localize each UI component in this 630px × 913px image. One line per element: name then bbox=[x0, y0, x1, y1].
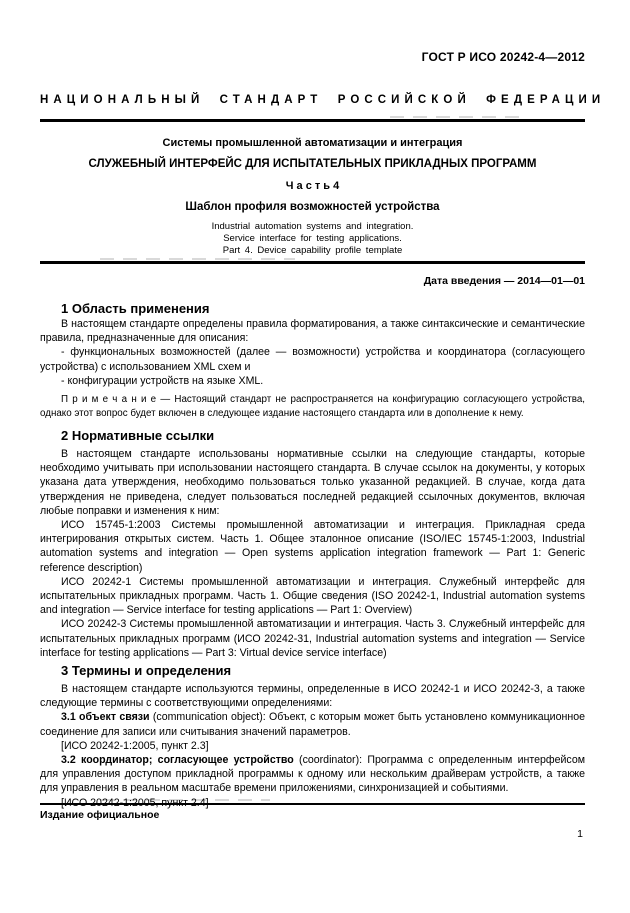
official-edition-label: Издание официальное bbox=[40, 809, 160, 821]
normative-reference: ИСО 20242-1 Системы промышленной автоматизации и интеграция. Служебный интерфейс для испытательных прикладных программ. Часть 1. Общие сведения (ISO 20242-1, Industrial automation systems and integration — Service interface for testing applications — Part 1: Overview) bbox=[40, 575, 585, 617]
page-number: 1 bbox=[577, 828, 583, 840]
standard-code: ГОСТ Р ИСО 20242-4—2012 bbox=[421, 50, 585, 64]
title-english-line: Part 4. Device capability profile template bbox=[222, 245, 403, 256]
section-1-list-item: - конфигурации устройств на языке XML. bbox=[61, 374, 264, 387]
term-definition bbox=[40, 753, 585, 796]
term-definition bbox=[40, 710, 585, 738]
term-source: [ИСО 20242-1:2005, пункт 2.3] bbox=[61, 739, 209, 752]
title-english-line: Service interface for testing applications. bbox=[223, 233, 402, 244]
federation-standard-banner: НАЦИОНАЛЬНЫЙ СТАНДАРТ РОССИЙСКОЙ ФЕДЕРАЦИИ bbox=[40, 94, 606, 106]
title-english bbox=[40, 221, 585, 257]
section-1-list-item: - функциональных возможностей (далее — возможности) устройства и координатора (согласующего устройства) с использованием XML схем и bbox=[40, 346, 585, 373]
term-name: объект связи bbox=[79, 711, 150, 724]
term-text: (coordinator): Программа с определенным интерфейсом для управления доступом прикладной программы к одному или нескольким драйверам устройств, а также для управления в реальном масштабе времени приложениями, синхронизацией и событиями. bbox=[40, 754, 585, 795]
normative-reference: ИСО 20242-3 Системы промышленной автоматизации и интеграция. Часть 3. Служебный интерфейс для испытательных прикладных программ (ИСО 20242-31, Industrial automation systems and integration — Service interface for testing applications — Part 3: Virtual device service interface) bbox=[40, 618, 585, 659]
title-main: СЛУЖЕБНЫЙ ИНТЕРФЕЙС ДЛЯ ИСПЫТАТЕЛЬНЫХ ПРИКЛАДНЫХ ПРОГРАММ bbox=[88, 158, 537, 170]
section-2-intro: В настоящем стандарте использованы нормативные ссылки на следующие стандарты, которые необходимо учитывать при использовании настоящего стандарта. В случае ссылок на документы, у которых указана дата утверждения, необходимо пользоваться только указанной редакцией. В случае, когда дата утверждения не приведена, следует пользоваться последней редакцией ссылочных документов, включая любые поправки и изменения к ним: bbox=[40, 448, 585, 517]
section-1-paragraph: В настоящем стандарте определены правила форматирования, а также синтаксические и семантические правила, предназначенные для описания: bbox=[40, 318, 585, 345]
term-name: координатор; согласующее устройство bbox=[81, 754, 294, 767]
title-subject: Системы промышленной автоматизации и интеграция bbox=[162, 137, 463, 149]
term-number: 3.2 bbox=[61, 754, 76, 767]
section-2-heading: 2 Нормативные ссылки bbox=[61, 428, 215, 444]
title-part: Ч а с т ь 4 bbox=[285, 180, 340, 192]
term-number: 3.1 bbox=[61, 711, 76, 724]
horizontal-rule-top bbox=[40, 119, 585, 122]
title-subtitle: Шаблон профиля возможностей устройства bbox=[185, 201, 440, 213]
title-english-line: Industrial automation systems and integration. bbox=[211, 221, 414, 232]
normative-reference: ИСО 15745-1:2003 Системы промышленной автоматизации и интеграция. Прикладная среда интегрирования открытых систем. Часть 1. Общее эталонное описание (ISO/IEC 15745-1:2003, Industrial automation systems and integration — Open systems application integration framework — Part 1: Generic reference description) bbox=[40, 519, 585, 574]
footer-rule bbox=[40, 803, 585, 805]
page-content bbox=[40, 0, 606, 810]
term-text: (communication object): Объект, с которым может быть установлено коммуникационное соединение для записи или считывания значений параметров. bbox=[40, 711, 585, 738]
title-block bbox=[40, 137, 585, 257]
section-3-intro: В настоящем стандарте используются термины, определенные в ИСО 20242-1 и ИСО 20242-3, а также следующие термины с соответствующими определениями: bbox=[40, 683, 585, 710]
horizontal-rule-title bbox=[40, 261, 585, 264]
section-3-heading: 3 Термины и определения bbox=[61, 663, 232, 679]
section-1-note: П р и м е ч а н и е — Настоящий стандарт не распространяется на конфигурацию согласующего устройства, однако этот вопрос будет включен в следующее издание настоящего стандарта или в дополнение к нему. bbox=[40, 394, 585, 419]
section-1-heading: 1 Область применения bbox=[61, 301, 210, 316]
effective-date: Дата введения — 2014—01—01 bbox=[423, 275, 585, 287]
